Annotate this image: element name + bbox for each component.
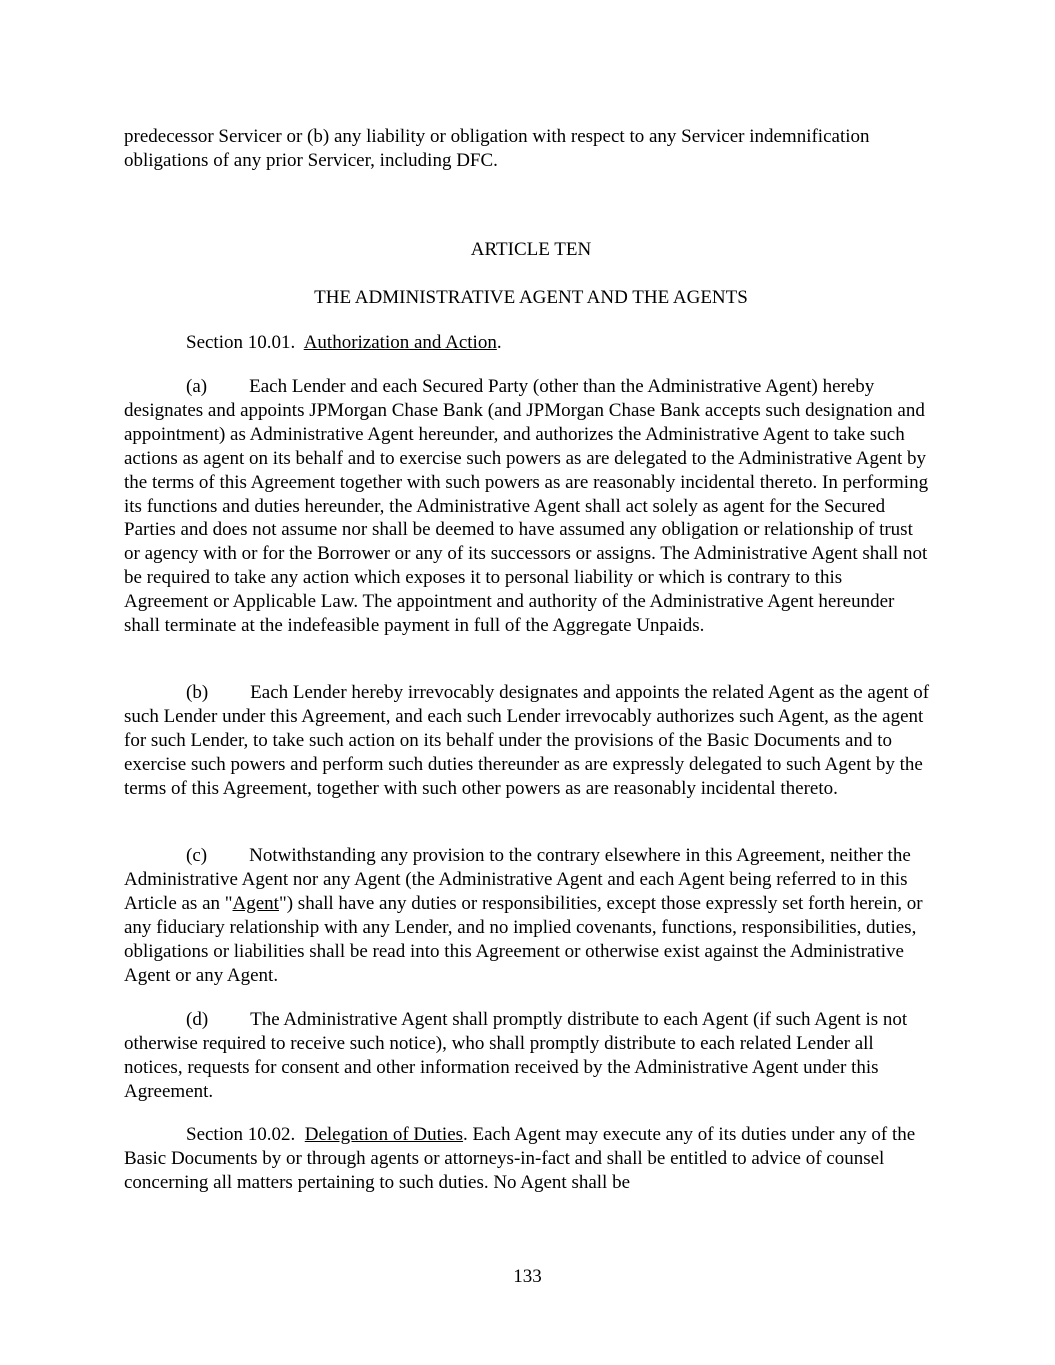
section-number: Section 10.01. bbox=[186, 332, 296, 353]
article-heading: ARTICLE TEN bbox=[470, 239, 592, 260]
section-title-suffix: . bbox=[496, 332, 502, 353]
paragraph-c bbox=[124, 844, 930, 987]
intro-paragraph: predecessor Servicer or (b) any liability or obligation with respect to any Servicer indemnification obligations of any prior Servicer, including DFC. bbox=[124, 126, 870, 171]
defined-term-agent: Agent bbox=[232, 892, 279, 914]
paragraph-text-continued: ") shall have any duties or responsibilities, except those expressly set forth herein, or any fiduciary relationship with any Lender, and no implied covenants, functions, responsibilities, duties, obligations or liabilities shall be read into this Agreement or otherwise exist against the Administrative Agent or any Agent. bbox=[124, 892, 923, 986]
paragraph-label: (b) bbox=[186, 682, 209, 703]
section-text: . Each Agent may execute any of its duties under any of the Basic Documents by or through agents or attorneys-in-fact and shall be entitled to advice of counsel concerning all matters pertaining to such duties. No Agent shall be bbox=[124, 1124, 916, 1193]
section-title: Delegation of Duties bbox=[304, 1124, 464, 1145]
paragraph-b bbox=[124, 681, 930, 801]
paragraph-d bbox=[124, 1008, 930, 1104]
section-10-01-heading bbox=[124, 331, 930, 355]
paragraph-text: Each Lender hereby irrevocably designates and appoints the related Agent as the agent of such Lender under this Agreement, and each such Lender irrevocably authorizes such Agent, as the agent for such Lender, to take such action on its behalf under the provisions of the Basic Documents and to exercise such powers and perform such duties thereunder as are expressly delegated to such Agent by the terms of this Agreement, together with such other powers as are reasonably incidental thereto. bbox=[124, 682, 930, 799]
paragraph-label: (c) bbox=[186, 845, 208, 866]
paragraph-label: (a) bbox=[186, 376, 208, 397]
paragraph-text: Each Lender and each Secured Party (other than the Administrative Agent) hereby designates and appoints JPMorgan Chase Bank (and JPMorgan Chase Bank accepts such designation and appointment) as Administrative Agent hereunder, and authorizes the Administrative Agent to take such actions as agent on its behalf and to exercise such powers as are delegated to the Administrative Agent by the terms of this Agreement together with such powers as are reasonably incidental thereto. In performing its functions and duties hereunder, the Administrative Agent shall act solely as agent for the Secured Parties and does not assume nor shall be deemed to have assumed any obligation or relationship of trust or agency with or for the Borrower or any of its successors or assigns. The Administrative Agent shall not be required to take any action which exposes it to personal liability or which is contrary to this Agreement or Applicable Law. The appointment and authority of the Administrative Agent hereunder shall terminate at the indefeasible payment in full of the Aggregate Unpaids. bbox=[124, 376, 929, 637]
section-10-02-paragraph bbox=[124, 1123, 930, 1195]
article-title: THE ADMINISTRATIVE AGENT AND THE AGENTS bbox=[314, 287, 748, 308]
paragraph-a bbox=[124, 375, 930, 638]
section-title: Authorization and Action bbox=[303, 332, 497, 353]
paragraph-label: (d) bbox=[186, 1009, 209, 1030]
page-number: 133 bbox=[513, 1266, 542, 1287]
paragraph-text: Notwithstanding any provision to the contrary elsewhere in this Agreement, neither the Administrative Agent nor any Agent (the Administrative Agent and each Agent being referred to in this Article as an " bbox=[124, 845, 911, 914]
section-number: Section 10.02. bbox=[186, 1124, 296, 1145]
paragraph-text: The Administrative Agent shall promptly distribute to each Agent (if such Agent is not otherwise required to receive such notice), who shall promptly distribute to each related Lender all notices, requests for consent and other information received by the Administrative Agent under this Agreement. bbox=[124, 1009, 908, 1102]
